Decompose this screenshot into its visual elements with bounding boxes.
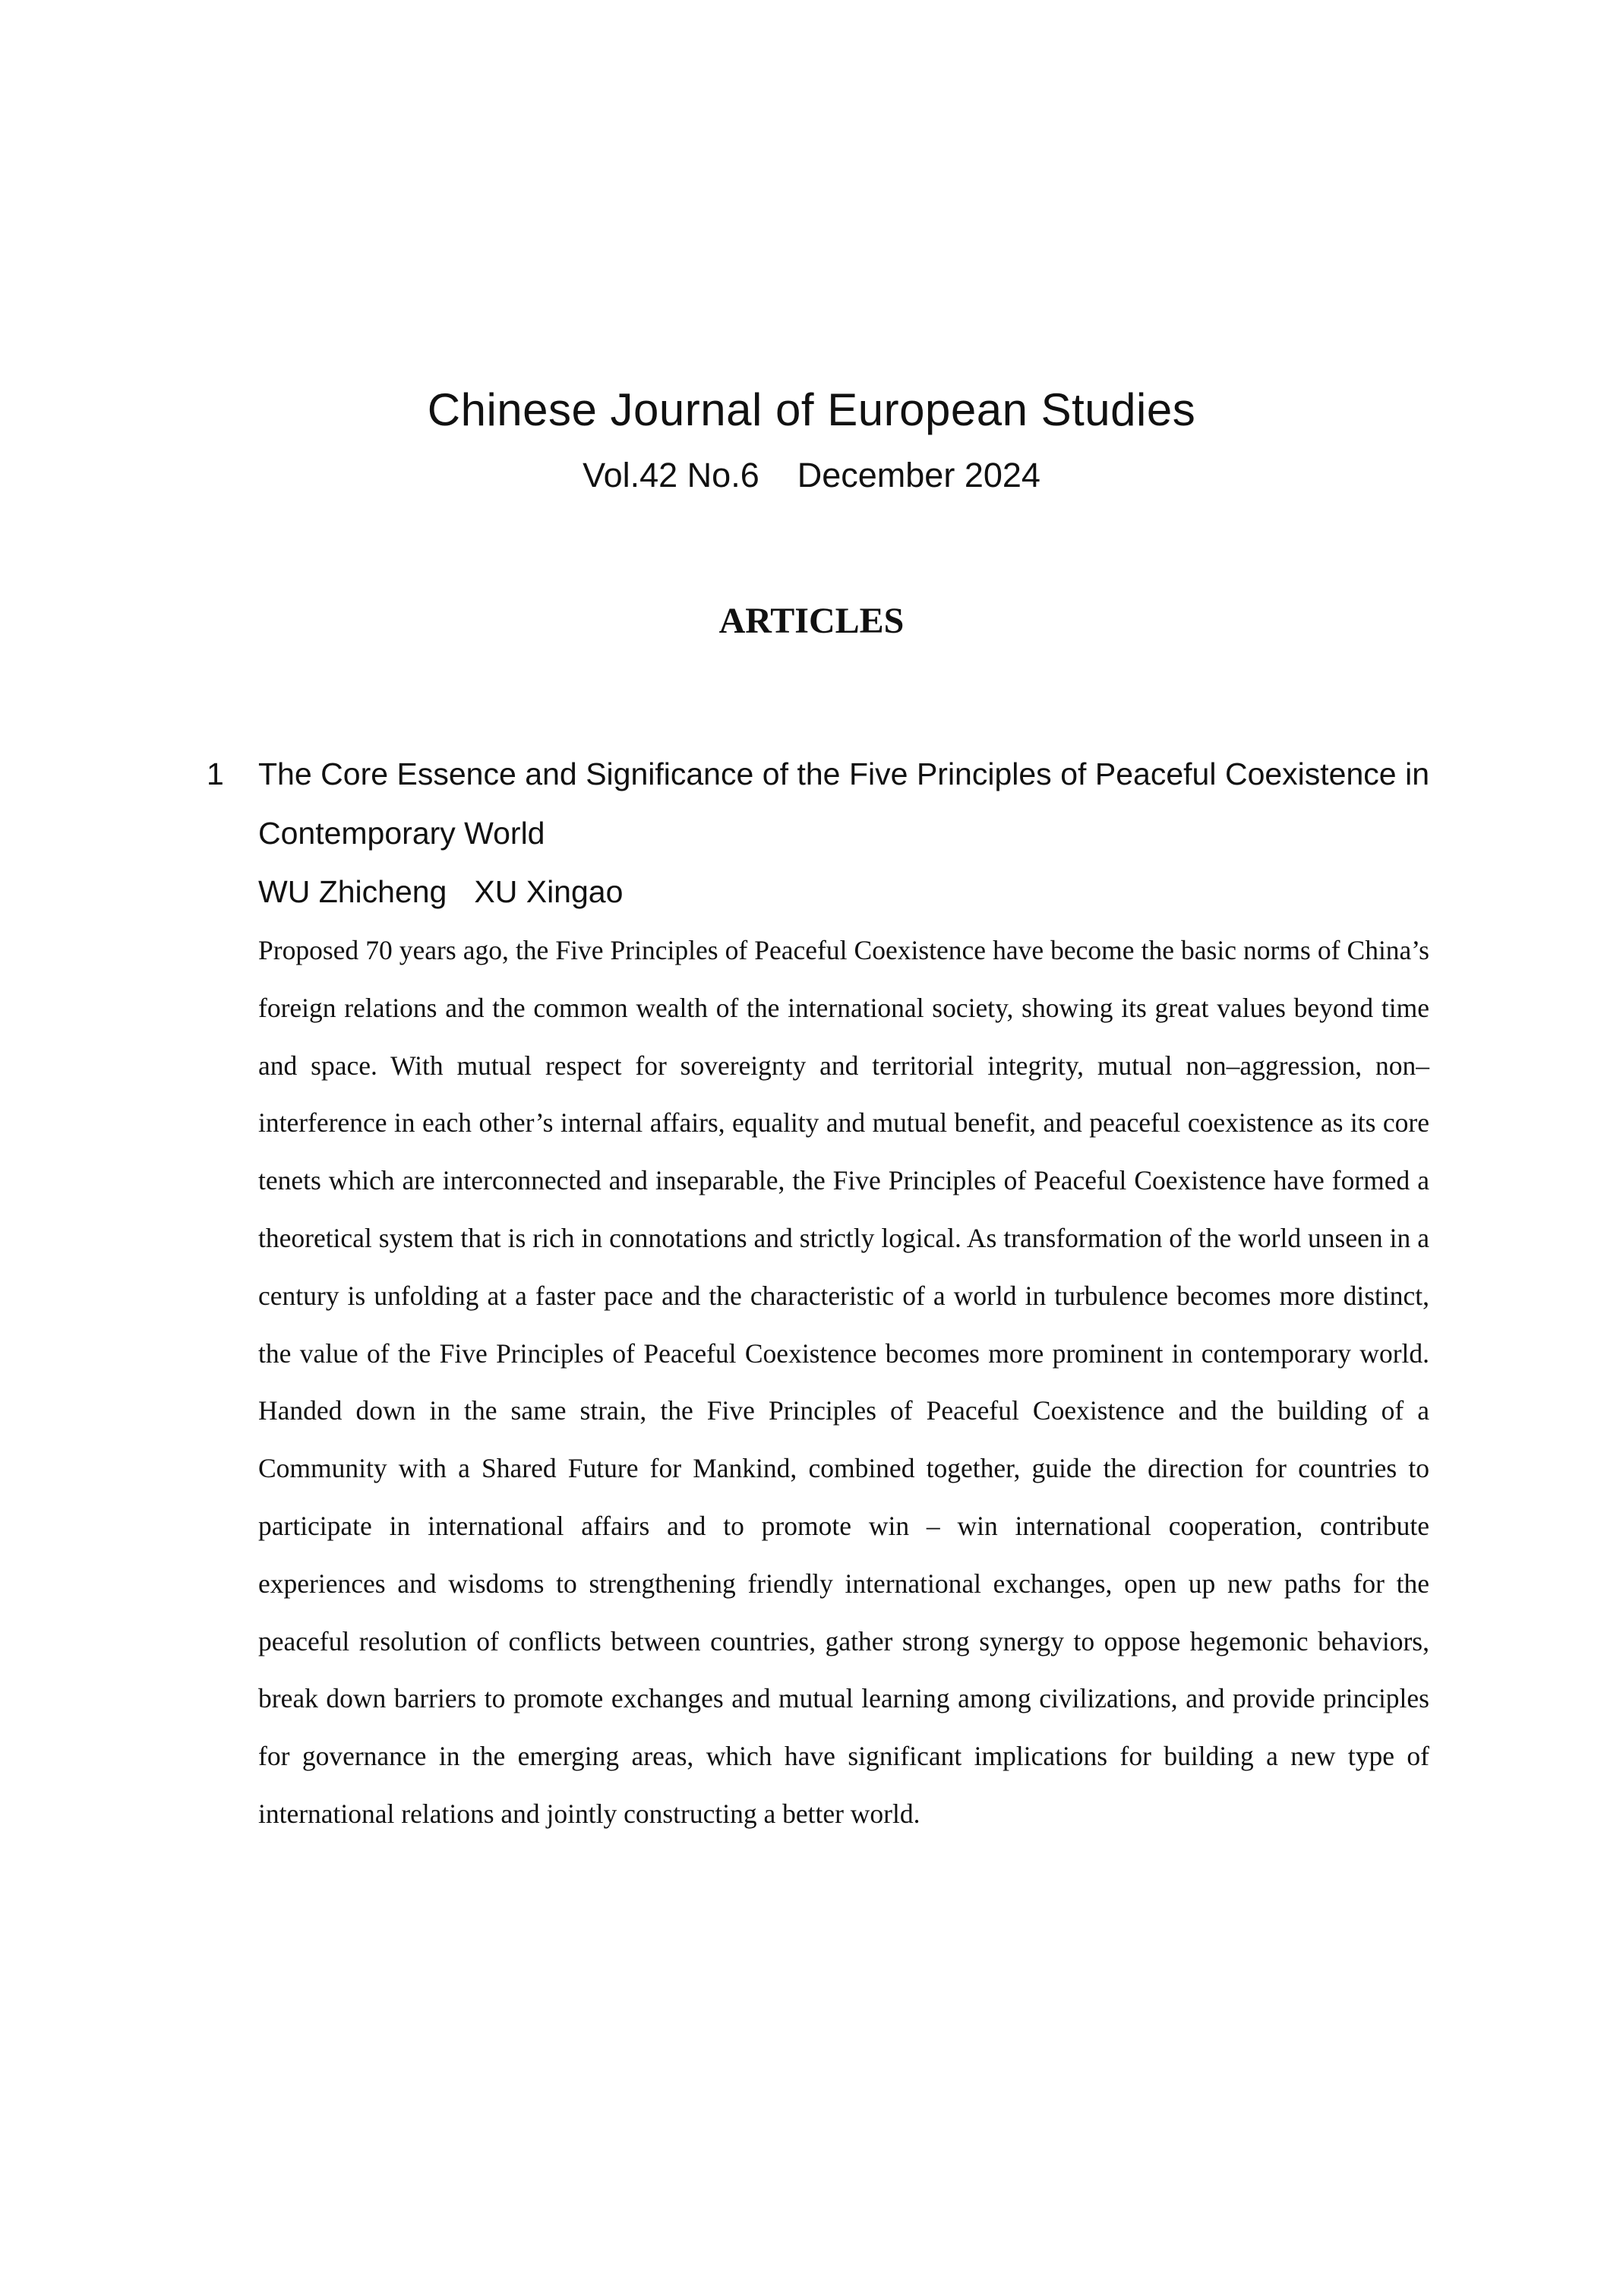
section-heading: ARTICLES	[718, 601, 905, 641]
author-name: WU Zhicheng	[258, 874, 447, 909]
article-abstract: Proposed 70 years ago, the Five Principles of Peaceful Coexistence have become the basic norms of China’s foreign relations and the common wealth of the international society, showing its great values beyond time and space. With mutual respect for sovereignty and territorial integrity, mutual non–aggression, non–interference in each other’s internal affairs, equality and mutual benefit, and peaceful coexistence as its core tenets which are interconnected and inseparable, the Five Principles of Peaceful Coexistence have formed a theoretical system that is rich in connotations and strictly logical. As transformation of the world unseen in a century is unfolding at a faster pace and the characteristic of a world in turbulence becomes more distinct, the value of the Five Principles of Peaceful Coexistence becomes more prominent in contemporary world. Handed down in the same strain, the Five Principles of Peaceful Coexistence and the building of a Community with a Shared Future for Mankind, combined together, guide the direction for countries to participate in international affairs and to promote win – win international cooperation, contribute experiences and wisdoms to strengthening friendly international exchanges, open up new paths for the peaceful resolution of conflicts between countries, gather strong synergy to oppose hegemonic behaviors, break down barriers to promote exchanges and mutual learning among civilizations, and provide principles for governance in the emerging areas, which have significant implications for building a new type of international relations and jointly constructing a better world.	[258, 935, 1429, 1829]
issue-date: December 2024	[797, 456, 1040, 494]
article-number: 1	[207, 756, 224, 791]
article-authors	[258, 863, 1429, 921]
article-title: The Core Essence and Significance of the Five Principles of Peaceful Coexistence in Contemporary World	[258, 756, 1429, 851]
volume-number: Vol.42 No.6	[583, 456, 759, 494]
article-body	[258, 744, 1429, 1843]
journal-title: Chinese Journal of European Studies	[427, 384, 1196, 435]
issue-line	[0, 453, 1623, 498]
author-name: XU Xingao	[474, 874, 624, 909]
